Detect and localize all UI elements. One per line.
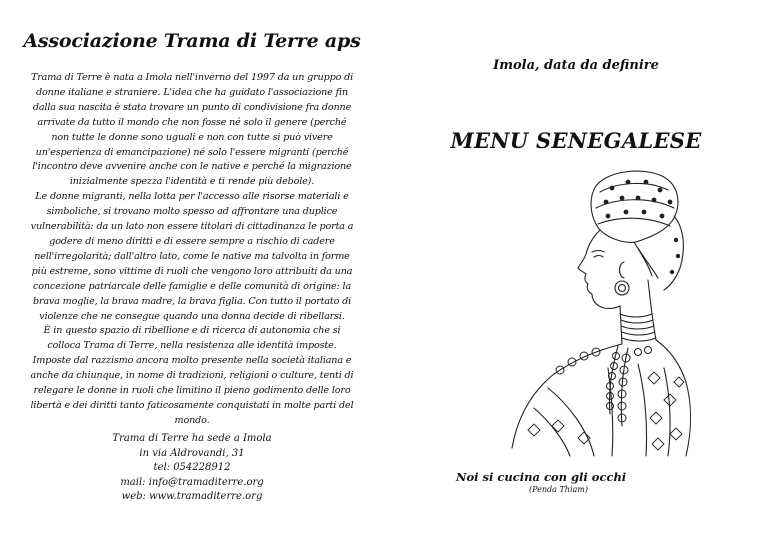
contact-info (0, 432, 384, 505)
menu-title: MENU SENEGALESE (450, 128, 702, 153)
senegalese-woman-drawing-icon (488, 168, 694, 458)
contact-website: web: www.tramaditerre.org (121, 491, 263, 502)
description-paragraph-1: Trama di Terre è nata a Imola nell'inverno del 1997 da un gruppo di donne italiane e straniere. L'idea che ha guidato l'associazione fin dalla sua nascita è stata trovare un punto di condivisione fra donne arrivate da tutto il mondo che non fosse né solo il genere (perché non tutte le donne sono uguali e non con tutte si può vivere un'esperienza di emancipazione) né solo l'essere migranti (perché l'incontro deve avvenire anche con le native e perché la migrazione inizialmente spezza l'identità e ti rende più debole). (30, 72, 354, 188)
contact-address: in via Aldrovandi, 31 (139, 447, 245, 459)
contact-email: mail: info@tramaditerre.org (120, 476, 264, 488)
quote: Noi si cucina con gli occhi (456, 470, 627, 484)
quote-author: (Penda Thiam) (529, 485, 588, 494)
contact-phone: tel: 054228912 (153, 462, 231, 473)
contact-address-intro: Trama di Terre ha sede a Imola (112, 433, 272, 444)
description-paragraph-2: Le donne migranti, nella lotta per l'accesso alle risorse materiali e simboliche, si trovano molto spesso ad affrontare una duplice vulnerabilità: da un lato non essere titolari di cittadinanza le porta a godere di meno diritti e di essere sempre a rischio di cadere nell'irregolarità; dall'altro lato, come le native ma talvolta in forme più estreme, sono vittime di ruoli che vengono loro attribuiti da una concezione patriarcale delle famiglie e delle comunità di origine: la brava moglie, la brava madre, la brava figlia. Con tutto il portato di violenze che ne consegue quando una donna decide di ribellarsi. (30, 191, 354, 322)
association-title: Associazione Trama di Terre aps (23, 30, 361, 52)
right-panel (384, 0, 768, 543)
description-paragraph-3: È in questo spazio di ribellione e di ricerca di autonomia che si colloca Trama di Terre, nella resistenza alle identità imposte. Imposte dal razzismo ancora molto presente nella società italiana e anche da chiunque, in nome di tradizioni, religioni o culture, tenti di relegare le donne in ruoli che limitino il pieno godimento delle loro libertà e dei diritti tanto faticosamente conquistati in molte parti del mondo. (30, 325, 354, 426)
association-description (28, 71, 356, 429)
event-date: Imola, data da definire (493, 58, 659, 73)
